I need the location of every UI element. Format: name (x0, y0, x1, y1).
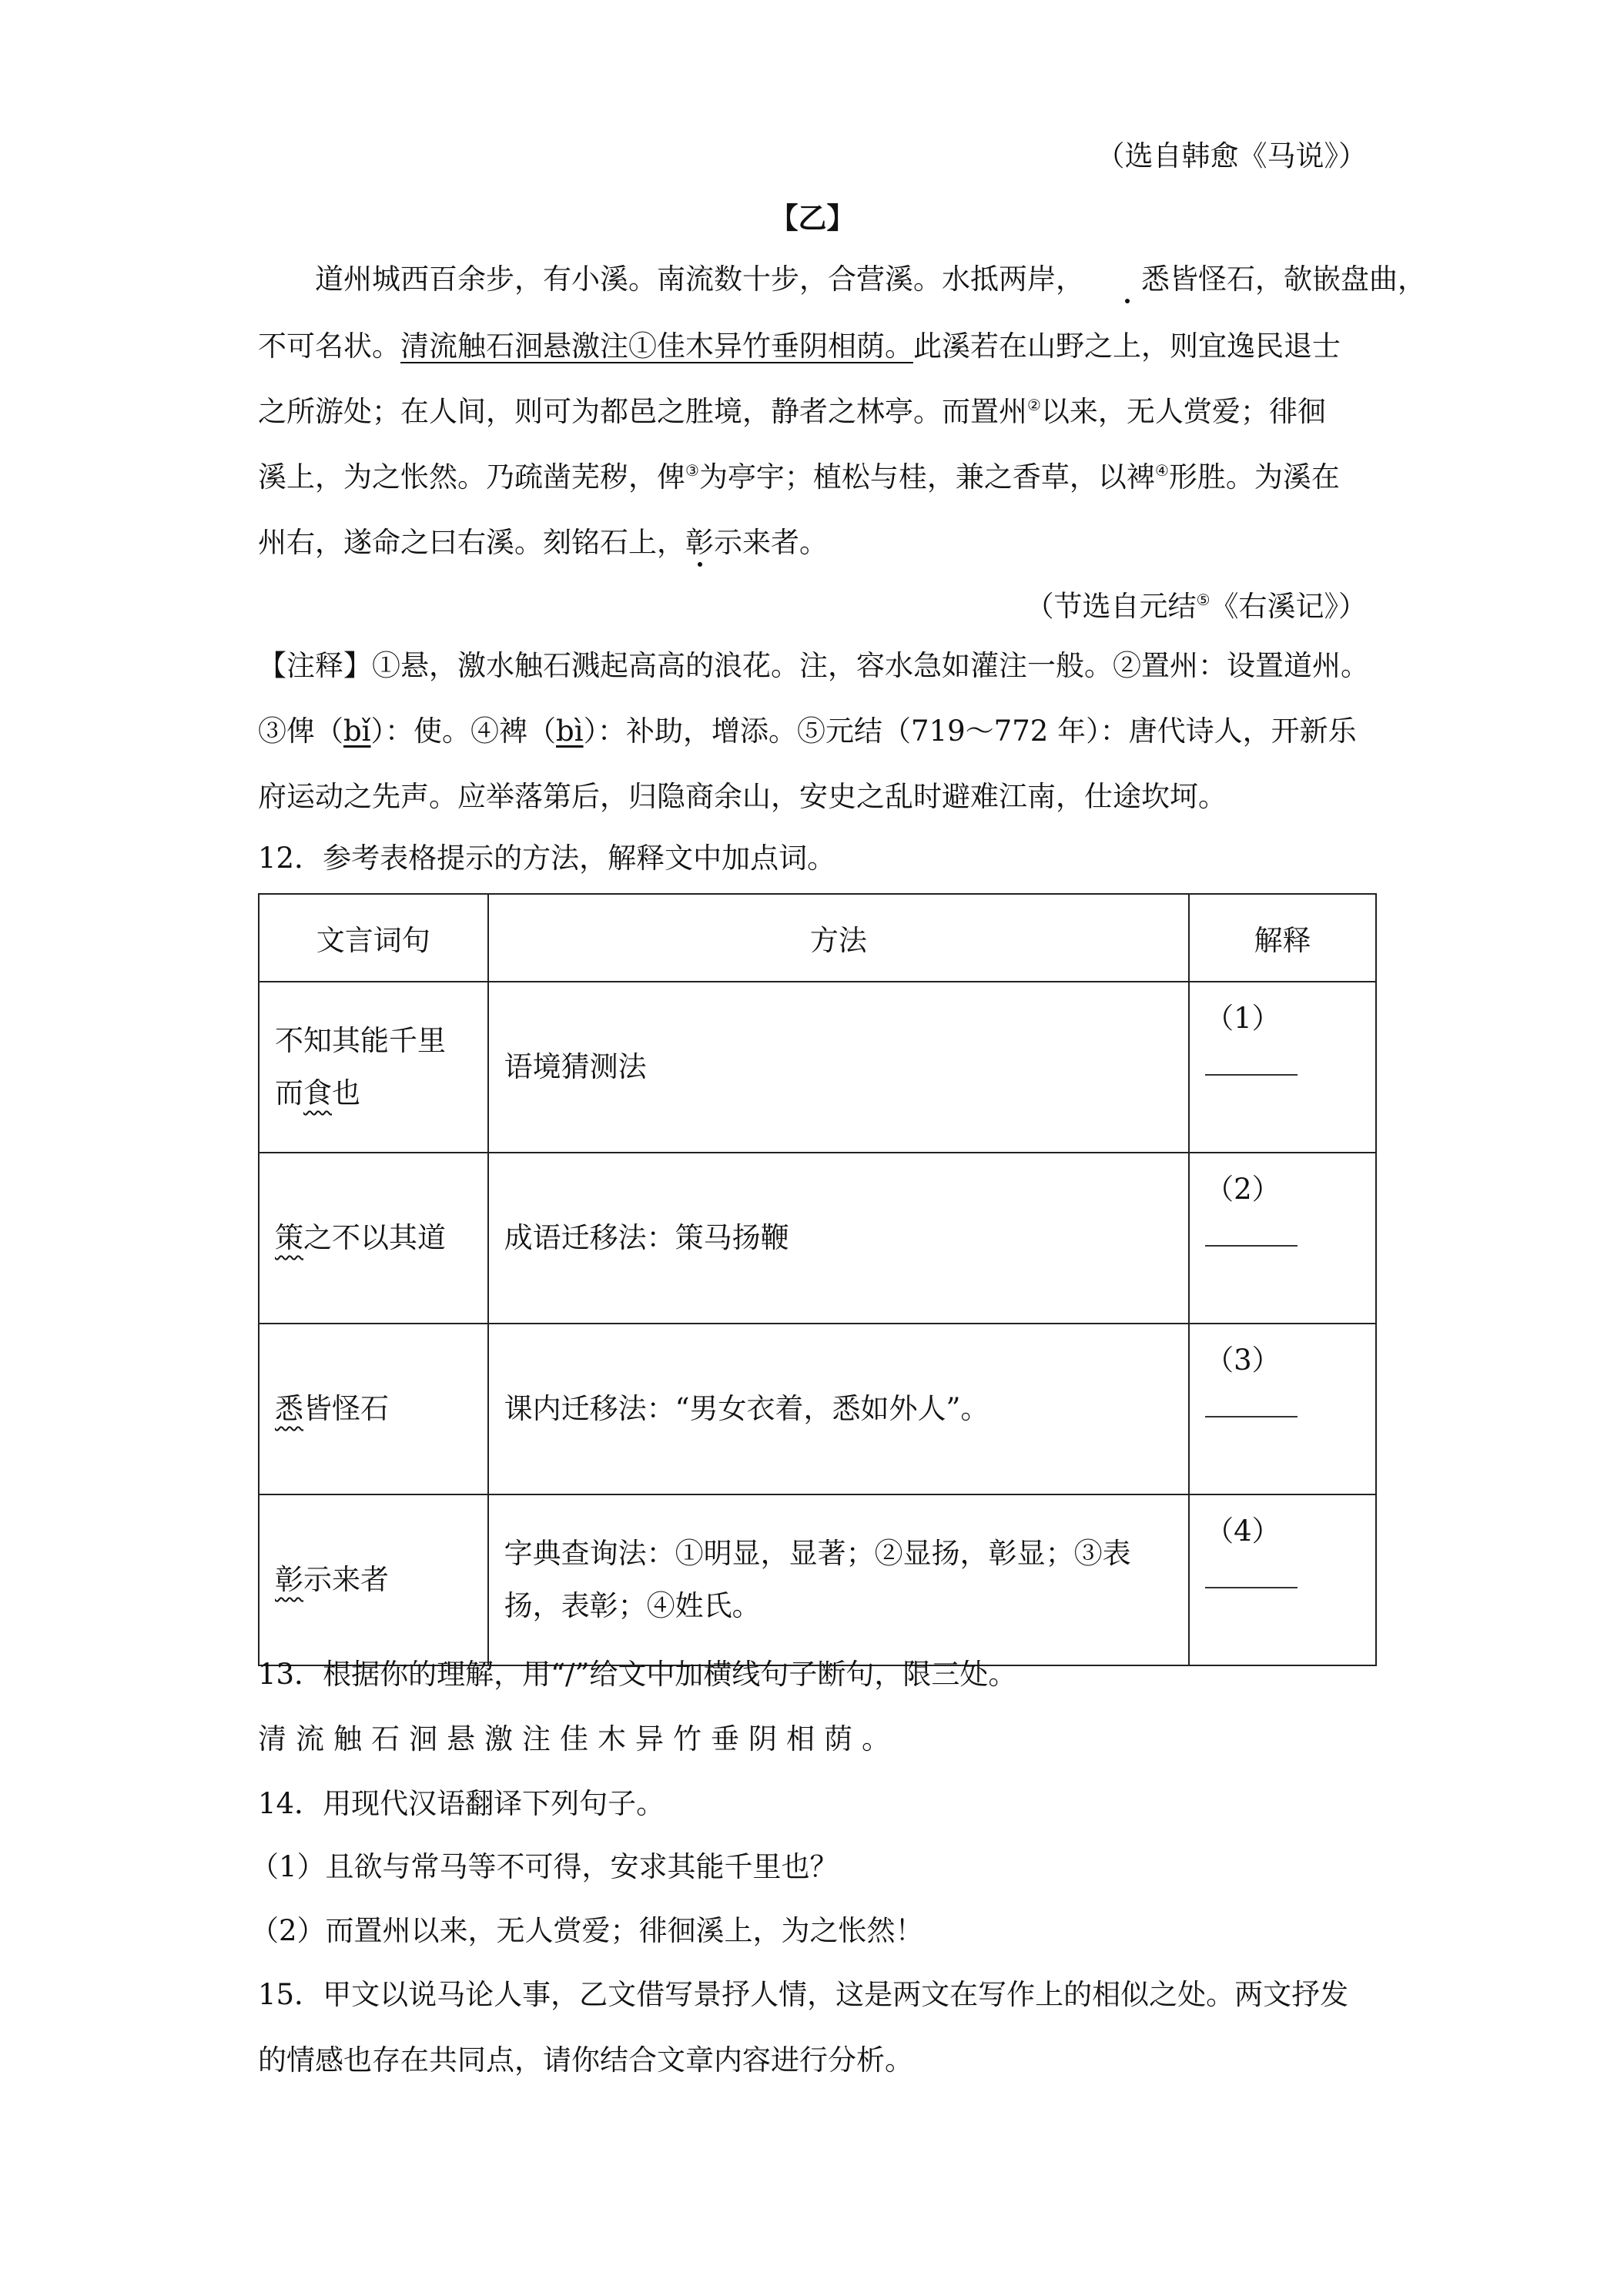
footnote-ref-5: ⑤ (1196, 591, 1210, 609)
method-cell: 字典查询法：①明显，显著；②显扬，彰显；③表扬，表彰；④姓氏。 (488, 1494, 1190, 1665)
notes-line-3: 府运动之先声。应举落第后，归隐商余山，安史之乱时避难江南，仕途坎坷。 (258, 780, 1227, 813)
yi-line-4: 溪上，为之怅然。乃疏凿芜秽，俾③为亭宇；植松与桂，兼之香草，以裨④形胜。为溪在 (258, 460, 1340, 494)
answer-blank[interactable] (1205, 1416, 1298, 1417)
question-14-item-2: （2）而置州以来，无人赏爱；徘徊溪上，为之怅然！ (250, 1914, 924, 1947)
marked-word: 悉 (275, 1392, 303, 1425)
answer-cell[interactable]: （4） (1189, 1494, 1376, 1665)
source-jia: （选自韩愈《马说》） (1096, 139, 1367, 172)
method-cell: 成语迁移法：策马扬鞭 (488, 1153, 1190, 1324)
yi-line-2: 不可名状。清流触石洄悬激注①佳木异竹垂阴相荫。此溪若在山野之上，则宜逸民退士 (258, 330, 1341, 363)
table-row (259, 1494, 1376, 1665)
table-row (259, 1153, 1376, 1324)
notes-line-1: 【注释】①悬，激水触石溅起高高的浪花。注，容水急如灌注一般。②置州：设置道州。 (258, 649, 1369, 682)
yi-line-5: 州右，遂命之曰右溪。刻铭石上，彰示来者。 (258, 524, 1367, 562)
pinyin-bi-1: bǐ (343, 715, 371, 748)
footnote-ref-2: ② (1027, 396, 1041, 414)
table-header-row (259, 894, 1376, 982)
question-15-line-2: 的情感也存在共同点，请你结合文章内容进行分析。 (258, 2043, 913, 2077)
dotted-word-zhang: 彰 (685, 524, 714, 562)
question-12-prompt: 12．参考表格提示的方法，解释文中加点词。 (258, 842, 836, 875)
column-header: 方法 (488, 894, 1190, 982)
question-13-prompt: 13．根据你的理解，用“/”给文中加横线句子断句，限三处。 (258, 1658, 1017, 1691)
phrase-cell: 策之不以其道 (259, 1153, 488, 1324)
table-row (259, 1324, 1376, 1494)
question-13-sentence: 清流触石洄悬激注佳木异竹垂阴相荫。 (258, 1722, 899, 1755)
column-header: 文言词句 (259, 894, 488, 982)
yi-line-1: 道州城西百余步，有小溪。南流数十步，合营溪。水抵两岸， 悉皆怪石，欹嵌盘曲， (258, 260, 1367, 299)
question-15-line-1: 15．甲文以说马论人事，乙文借写景抒人情，这是两文在写作上的相似之处。两文抒发 (258, 1978, 1349, 2011)
pinyin-bi-2: bì (556, 715, 584, 748)
answer-cell[interactable]: （2） (1189, 1153, 1376, 1324)
question-14-prompt: 14．用现代汉语翻译下列句子。 (258, 1787, 665, 1820)
dotted-word-xi: 悉 (1084, 260, 1170, 299)
marked-word: 食 (303, 1076, 332, 1110)
footnote-ref-3: ③ (685, 461, 699, 480)
footnote-ref-4: ④ (1154, 461, 1169, 480)
column-header: 解释 (1189, 894, 1376, 982)
answer-cell[interactable]: （1） (1189, 982, 1376, 1153)
yi-line-3: 之所游处；在人间，则可为都邑之胜境，静者之林亭。而置州②以来，无人赏爱；徘徊 (258, 395, 1326, 428)
source-yi: （节选自元结⑤《右溪记》） (1025, 590, 1367, 623)
marked-word: 策 (275, 1221, 303, 1254)
question-14-item-1: （1）且欲与常马等不可得，安求其能千里也？ (250, 1850, 839, 1883)
phrase-cell: 悉皆怪石 (259, 1324, 488, 1494)
answer-blank[interactable] (1205, 1587, 1298, 1588)
phrase-cell: 彰示来者 (259, 1494, 488, 1665)
marked-word: 彰 (275, 1563, 303, 1596)
question-12-table (258, 893, 1377, 1666)
method-cell: 语境猜测法 (488, 982, 1190, 1153)
notes-line-2: ③俾（bǐ）：使。④裨（bì）：补助，增添。⑤元结（719～772 年）：唐代诗人，开新乐 (258, 715, 1357, 748)
phrase-cell: 不知其能千里而食也 (259, 982, 488, 1153)
section-title-yi: 【乙】 (769, 201, 856, 235)
method-cell: 课内迁移法：“男女衣着，悉如外人”。 (488, 1324, 1190, 1494)
answer-blank[interactable] (1205, 1074, 1298, 1076)
underlined-sentence: 清流触石洄悬激注①佳木异竹垂阴相荫。 (400, 330, 913, 363)
answer-blank[interactable] (1205, 1245, 1298, 1247)
table-row (259, 982, 1376, 1153)
answer-cell[interactable]: （3） (1189, 1324, 1376, 1494)
